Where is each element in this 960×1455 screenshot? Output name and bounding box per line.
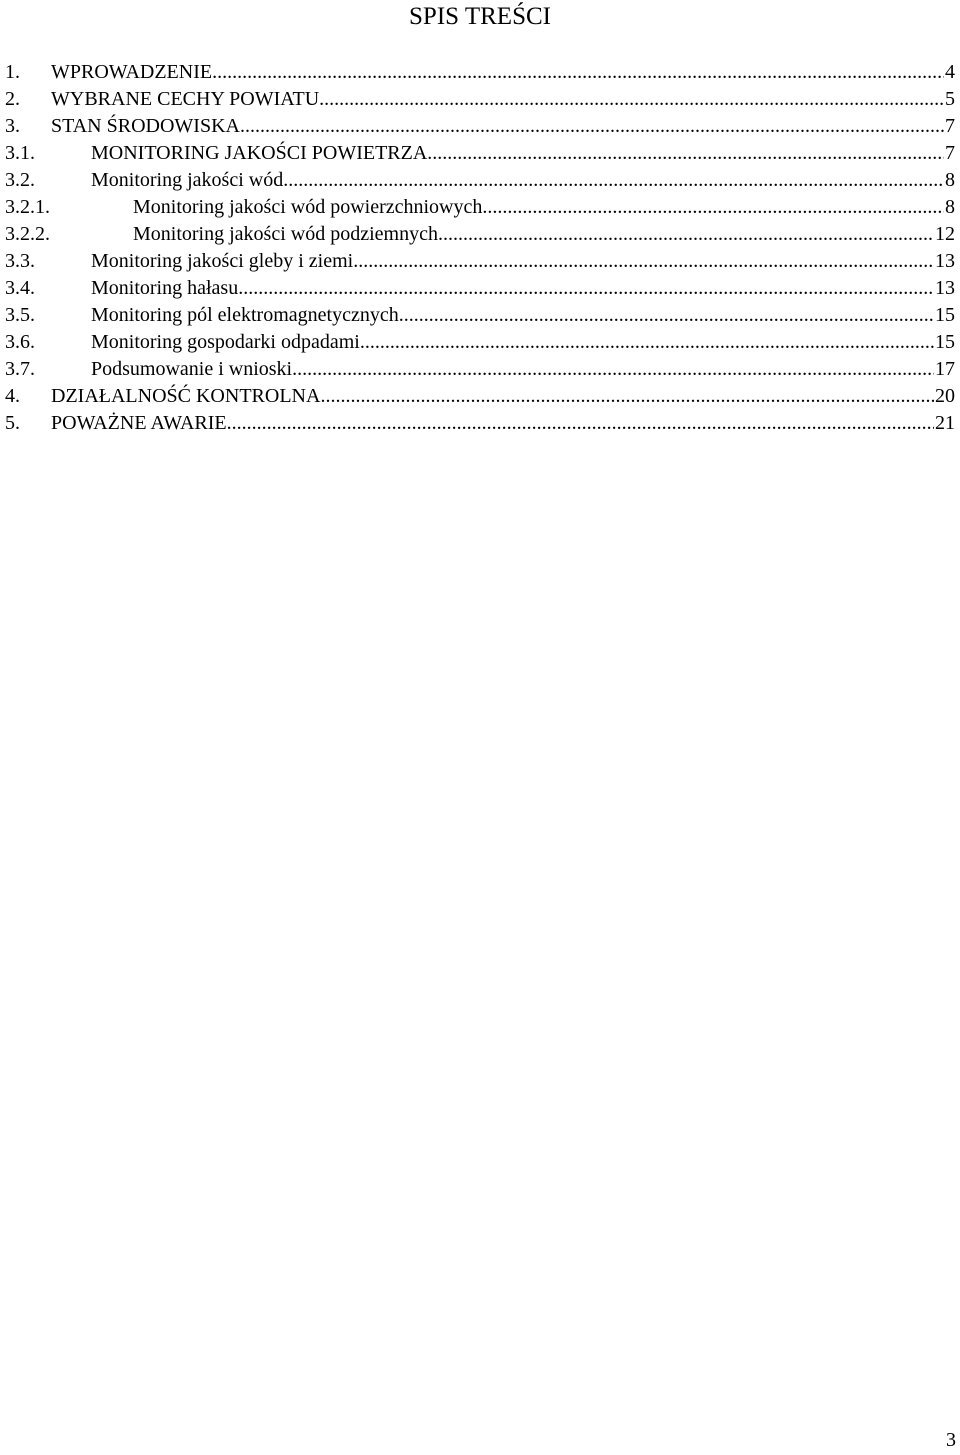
- toc-entry-page: 21: [935, 412, 955, 434]
- toc-entry[interactable]: [5, 383, 955, 410]
- toc-entry[interactable]: [5, 302, 955, 329]
- toc-entry-number: 3.4.: [5, 277, 35, 299]
- toc-entry-number: 2.: [5, 88, 20, 110]
- toc-dot-leader: [482, 194, 944, 221]
- toc-dot-leader: [227, 410, 934, 437]
- toc-entry-page: 15: [935, 304, 955, 326]
- toc-entry-label: WPROWADZENIE: [51, 61, 213, 83]
- toc-entry-number: 3.1.: [5, 142, 35, 164]
- toc-entry-number: 3.6.: [5, 331, 35, 353]
- toc-entry-page: 4: [945, 61, 955, 83]
- toc-entry-number: 3.2.: [5, 169, 35, 191]
- toc-entry-page: 5: [945, 88, 955, 110]
- toc-entry[interactable]: [5, 248, 955, 275]
- toc-entry-page: 8: [945, 169, 955, 191]
- toc-dot-leader: [320, 383, 934, 410]
- toc-dot-leader: [212, 59, 944, 86]
- toc-entry-number: 5.: [5, 412, 20, 434]
- toc-entry-label: POWAŻNE AWARIE: [51, 412, 227, 434]
- toc-entry[interactable]: [5, 329, 955, 356]
- toc-entry-number: 3.: [5, 115, 20, 137]
- toc-dot-leader: [283, 167, 944, 194]
- toc-entry-number: 3.3.: [5, 250, 35, 272]
- toc-dot-leader: [292, 356, 934, 383]
- toc-entry-label: WYBRANE CECHY POWIATU: [51, 88, 320, 110]
- toc-entry-label: Monitoring jakości wód powierzchniowych: [133, 196, 483, 218]
- toc-entry-page: 15: [935, 331, 955, 353]
- toc-dot-leader: [438, 221, 934, 248]
- toc-dot-leader: [238, 275, 934, 302]
- toc-entry-label: Monitoring gospodarki odpadami: [91, 331, 360, 353]
- toc-entry[interactable]: [5, 113, 955, 140]
- toc-entry-label: Monitoring jakości wód: [91, 169, 284, 191]
- toc-entry-label: MONITORING JAKOŚCI POWIETRZA: [91, 142, 428, 164]
- toc-entry[interactable]: [5, 167, 955, 194]
- toc-entry-label: Monitoring jakości wód podziemnych: [133, 223, 438, 245]
- toc-entry[interactable]: [5, 59, 955, 86]
- toc-entry-number: 3.2.2.: [5, 223, 50, 245]
- toc-dot-leader: [360, 329, 934, 356]
- toc-dot-leader: [319, 86, 944, 113]
- page-title: SPIS TREŚCI: [409, 3, 551, 30]
- toc-entry-number: 3.2.1.: [5, 196, 50, 218]
- toc-entry-number: 3.5.: [5, 304, 35, 326]
- page-number: 3: [946, 1429, 956, 1451]
- toc-entry-page: 13: [935, 277, 955, 299]
- toc-entry-number: 1.: [5, 61, 20, 83]
- toc-entry-page: 20: [935, 385, 955, 407]
- toc-dot-leader: [353, 248, 934, 275]
- toc-entry-page: 7: [945, 142, 955, 164]
- toc-entry-label: DZIAŁALNOŚĆ KONTROLNA: [51, 385, 321, 407]
- toc-entry-label: Podsumowanie i wnioski: [91, 358, 293, 380]
- toc-entry-label: Monitoring hałasu: [91, 277, 239, 299]
- toc-entry[interactable]: [5, 410, 955, 437]
- toc-entry-label: Monitoring jakości gleby i ziemi: [91, 250, 354, 272]
- toc-dot-leader: [240, 113, 944, 140]
- toc-dot-leader: [427, 140, 944, 167]
- toc-entry-number: 3.7.: [5, 358, 35, 380]
- toc-entry-label: Monitoring pól elektromagnetycznych: [91, 304, 399, 326]
- toc-entry-page: 12: [935, 223, 955, 245]
- toc-entry[interactable]: [5, 140, 955, 167]
- toc-entry[interactable]: [5, 356, 955, 383]
- toc-entry-label: STAN ŚRODOWISKA: [51, 115, 240, 137]
- toc-entry[interactable]: [5, 86, 955, 113]
- toc-dot-leader: [399, 302, 934, 329]
- toc-entry-page: 13: [935, 250, 955, 272]
- toc-entry[interactable]: [5, 194, 955, 221]
- table-of-contents: [5, 59, 955, 437]
- toc-entry-page: 17: [935, 358, 955, 380]
- toc-entry[interactable]: [5, 221, 955, 248]
- toc-entry-number: 4.: [5, 385, 20, 407]
- toc-entry-page: 8: [945, 196, 955, 218]
- toc-entry[interactable]: [5, 275, 955, 302]
- toc-entry-page: 7: [945, 115, 955, 137]
